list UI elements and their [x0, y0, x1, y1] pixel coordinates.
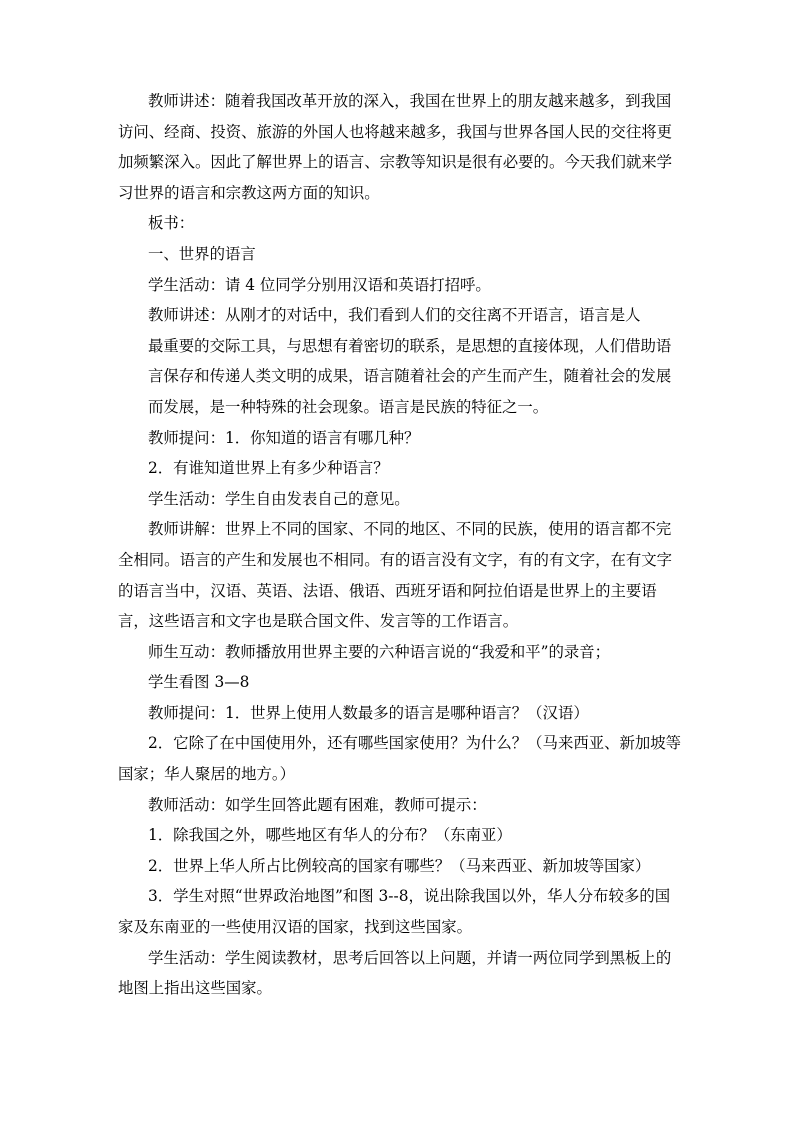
teacher-question-4: 2．它除了在中国使用外，还有哪些国家使用？为什么？（马来西亚、新加坡等国家；华人聚居的地方。）: [118, 734, 682, 784]
student-view-figure: 学生看图 3—8: [148, 673, 250, 692]
document-page: [118, 86, 684, 1004]
teacher-explanation: 教师讲解：世界上不同的国家、不同的地区、不同的民族，使用的语言都不完全相同。语言的产生和发展也不相同。有的语言没有文字，有的有文字，在有文字的语言当中，汉语、英语、法语、俄语、西班牙语和阿拉伯语是世界上的主要语言，这些语言和文字也是联合国文件、发言等的工作语言。: [118, 520, 673, 631]
interaction-paragraph: 师生互动：教师播放用世界主要的六种语言说的“我爱和平”的录音；: [148, 642, 611, 661]
teacher-activity: 教师活动：如学生回答此题有困难，教师可提示：: [148, 795, 487, 814]
teacher-question-3: 教师提问：1．世界上使用人数最多的语言是哪种语言？（汉语）: [148, 703, 589, 722]
teacher-question-1: 教师提问：1．你知道的语言有哪几种？: [148, 428, 420, 447]
hint-1: 1．除我国之外，哪些地区有华人的分布？（东南亚）: [148, 826, 512, 845]
teacher-narration-continued: 最重要的交际工具，与思想有着密切的联系，是思想的直接体现，人们借助语言保存和传递人类文明的成果，语言随着社会的产生而产生，随着社会的发展而发展，是一种特殊的社会现象。语言是民族的特征之一。: [148, 336, 672, 416]
student-activity-2: 学生活动：学生自由发表自己的意见。: [148, 489, 410, 508]
board-heading: 板书：: [148, 214, 195, 233]
hint-3: 3．学生对照“世界政治地图”和图 3--8，说出除我国以外，华人分布较多的国家及东南亚的一些使用汉语的国家，找到这些国家。: [118, 887, 671, 937]
teacher-narration-line: 教师讲述：从刚才的对话中，我们看到人们的交往离不开语言，语言是人: [148, 306, 641, 325]
teacher-question-2: 2．有谁知道世界上有多少种语言？: [148, 459, 389, 478]
section-title-languages: 一、世界的语言: [148, 244, 256, 263]
student-activity-3: 学生活动：学生阅读教材，思考后回答以上问题，并请一两位同学到黑板上的地图上指出这些国家。: [118, 948, 672, 998]
student-activity-1: 学生活动：请 4 位同学分别用汉语和英语打招呼。: [148, 275, 491, 294]
hint-2: 2．世界上华人所占比例较高的国家有哪些？（马来西亚、新加坡等国家）: [148, 856, 651, 875]
intro-paragraph: 教师讲述：随着我国改革开放的深入，我国在世界上的朋友越来越多，到我国访问、经商、投资、旅游的外国人也将越来越多，我国与世界各国人民的交往将更加频繁深入。因此了解世界上的语言、宗教等知识是很有必要的。今天我们就来学习世界的语言和宗教这两方面的知识。: [118, 92, 673, 202]
